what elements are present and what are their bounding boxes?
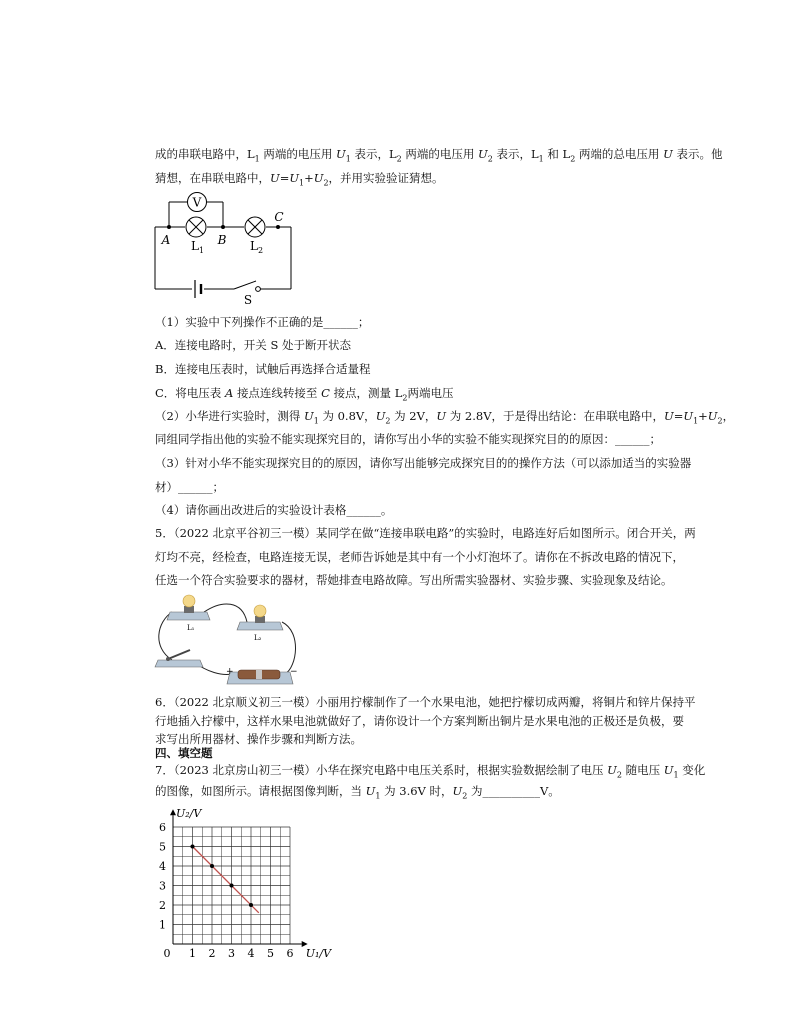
subscript: 1 <box>538 154 544 164</box>
voltmeter-label: V <box>192 195 202 210</box>
symbol-A: A <box>224 386 234 400</box>
q2-line-1: （2）小华进行实验时，测得 $U_1$ 为 0.8V，$U_2$ 为 2V，U 为 2.8V，于是得出结论：在串联电路中，$U=U_1+U_2$， <box>155 409 735 426</box>
text: 为 3.6V 时， <box>384 784 453 798</box>
p6-line-3: 求写出所用器材、操作步骤和判断方法。 <box>155 732 362 746</box>
lamp1-label: L₁ <box>187 624 195 632</box>
text: 变化 <box>682 763 706 777</box>
text: 接点连线转接至 <box>236 386 318 400</box>
text: 接点，测量 L <box>333 386 403 400</box>
lamp2-subscript: 2 <box>258 246 264 255</box>
p6-line-1: 6．（2022 北京顺义初三一模）小丽用拧檬制作了一个水果电池，她把拧檬切成两瓣，将铜片和锌片保持平 <box>155 695 696 709</box>
text: 表示，L <box>496 147 539 161</box>
switch-label: S <box>243 293 253 307</box>
p5-line-1: 5．（2022 北京平谷初三一模）某同学在做“连接串联电路”的实验时，电路连好后如图所示。闭合开关，两 <box>155 526 696 540</box>
p7-line-2: 的图像，如图所示。请根据图像判断，当 $U_1$ 为 3.6V 时，$U_2$ 为__________V。 <box>155 784 560 801</box>
section-title: 四、填空题 <box>155 746 213 760</box>
circuit-diagram <box>148 188 318 308</box>
y-tick-label: 5 <box>159 840 166 854</box>
text: 为__________V。 <box>470 784 560 798</box>
battery-minus-label: − <box>290 667 298 677</box>
text: 为 0.8V， <box>322 409 376 423</box>
subscript: 1 <box>345 154 351 164</box>
q4-line-1: （4）请你画出改进后的实验设计表格______。 <box>155 503 393 517</box>
y-tick-label: 1 <box>159 918 166 932</box>
x-tick-label: 5 <box>267 947 274 960</box>
text: 7．（2023 北京房山初三一模）小华在探究电路中电压关系时，根据实验数据绘制了电压 <box>155 763 604 777</box>
intro-line-1 <box>155 146 722 167</box>
text: 成的串联电路中，L <box>155 147 255 161</box>
x-tick-label: 0 <box>163 947 171 960</box>
y-tick-label: 2 <box>159 899 166 912</box>
point-A-label: A <box>161 233 171 247</box>
lamp1-illustration <box>167 595 210 632</box>
text: 两端电压 <box>407 386 454 400</box>
x-tick-label: 6 <box>286 947 294 960</box>
q1-stem: （1）实验中下列操作不正确的是______； <box>155 315 370 329</box>
text: ，并用实验验证猜想。 <box>328 171 444 185</box>
data-point <box>210 864 214 868</box>
x-tick-label: 2 <box>208 947 216 960</box>
lamp2-label: L <box>250 239 258 253</box>
text: 两端的电压用 <box>263 147 333 161</box>
equation: U=U <box>270 171 300 185</box>
subscript: 1 <box>254 154 260 164</box>
text: 两端的总电压用 <box>578 147 660 161</box>
q2-line-2: 同组同学指出他的实验不能实现探究目的，请你写出小华的实验不能实现探究目的的原因：______； <box>155 432 661 446</box>
lamp2-illustration <box>237 605 283 642</box>
lamp1-label: L <box>191 239 199 253</box>
text: 随电压 <box>625 763 661 777</box>
battery-illustration <box>226 667 298 684</box>
intro-line-2: 猜想，在串联电路中，$U=U_1+U_2$，并用实验验证猜想。 <box>155 171 444 188</box>
symbol-U1: U <box>336 147 346 161</box>
p7-line-1: 7．（2023 北京房山初三一模）小华在探究电路中电压关系时，根据实验数据绘制了电压 $U_2$ 随电压 $U_1$ 变化 <box>155 763 706 780</box>
y-tick-label: 4 <box>159 860 166 873</box>
subscript: 2 <box>396 154 402 164</box>
x-axis-label: U₁/V <box>305 947 332 960</box>
equation: U=U <box>664 409 694 423</box>
battery-plus-label: + <box>226 667 234 677</box>
subscript: 1 <box>299 178 305 188</box>
point-C-label: C <box>274 210 284 224</box>
q1-option-a: A．连接电路时，开关 S 处于断开状态 <box>155 338 351 352</box>
p6-line-2: 行地插入拧檬中，这样水果电池就做好了，请你设计一个方案判断出铜片是水果电池的正极还是负极，要 <box>155 714 684 728</box>
x-tick-label: 3 <box>228 947 235 960</box>
text: 表示。他 <box>676 147 723 161</box>
text: 表示，L <box>354 147 397 161</box>
data-point <box>191 845 195 849</box>
subscript: 2 <box>402 393 408 403</box>
symbol-U2: U <box>478 147 488 161</box>
subscript: 2 <box>570 154 576 164</box>
text: 和 L <box>547 147 571 161</box>
subscript: 2 <box>323 178 329 188</box>
text: 猜想，在串联电路中， <box>155 171 270 185</box>
text: C．将电压表 <box>155 386 222 400</box>
data-point <box>249 903 253 907</box>
data-point <box>230 884 234 888</box>
point-B-label: B <box>217 233 227 247</box>
q3-line-2: 材）______； <box>155 480 224 494</box>
lamp2-label: L₂ <box>254 634 262 642</box>
subscript: 2 <box>487 154 493 164</box>
p5-line-3: 任选一个符合实验要求的器材，帮她排查电路故障。写出所需实验器材、实验步骤、实验现象及结论。 <box>155 573 673 587</box>
q3-line-1: （3）针对小华不能实现探究目的的原因，请你写出能够完成探究目的的操作方法（可以添加适当的实验器 <box>155 456 692 470</box>
text: 两端的电压用 <box>405 147 475 161</box>
x-tick-label: 4 <box>247 947 255 960</box>
p5-line-2: 灯均不亮，经检查，电路连接无误，老师告诉她是其中有一个小灯泡坏了。请你在不拆改电路的情况下， <box>155 550 684 564</box>
u2-vs-u1-chart <box>150 800 330 965</box>
symbol-C: C <box>321 386 330 400</box>
symbol-U: U <box>663 147 673 161</box>
q1-option-b: B．连接电压表时，试触后再选择合适量程 <box>155 362 371 376</box>
lamp1-subscript: 1 <box>199 246 205 255</box>
y-axis-label: U₂/V <box>176 807 202 820</box>
q1-option-c <box>155 385 453 406</box>
circuit-photo-illustration <box>152 592 302 690</box>
text: 为 2.8V，于是得出结论：在串联电路中， <box>449 409 665 423</box>
switch-illustration <box>155 650 203 667</box>
y-tick-label: 3 <box>159 879 166 893</box>
text: 为 2V， <box>394 409 437 423</box>
text: （2）小华进行实验时，测得 <box>155 409 301 423</box>
y-tick-label: 6 <box>159 821 166 834</box>
x-tick-label: 1 <box>189 947 196 960</box>
text: 的图像，如图所示。请根据图像判断，当 <box>155 784 362 798</box>
